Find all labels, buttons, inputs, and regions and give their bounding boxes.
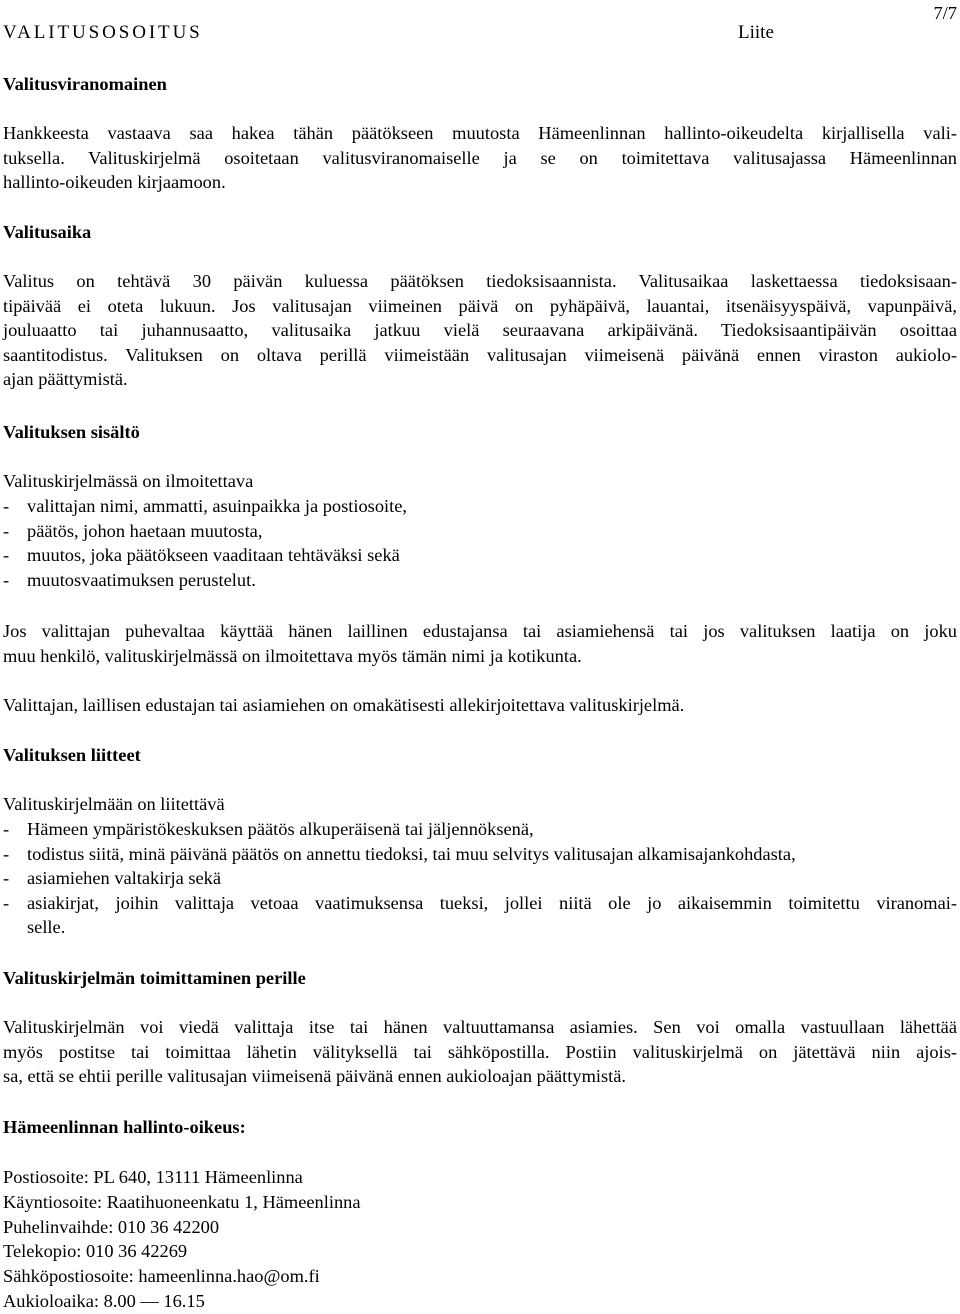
attachments-list xyxy=(3,817,957,940)
text-line: hallinto-oikeuden kirjaamoon. xyxy=(3,172,226,193)
list-item: - valittajan nimi, ammatti, asuinpaikka ja postiosoite, xyxy=(3,496,407,516)
section-heading-valituksen-liitteet: Valituksen liitteet xyxy=(3,745,141,765)
list-item: - Hämeen ympäristökeskuksen päätös alkuperäisenä tai jäljennöksenä, xyxy=(3,819,534,839)
paragraph-valitusaika xyxy=(3,269,957,392)
text-line: sa, että se ehtii perille valitusajan viimeisenä päivänä ennen aukioloajan päättymistä. xyxy=(3,1066,627,1087)
section-heading-hallinto-oikeus: Hämeenlinnan hallinto-oikeus: xyxy=(3,1117,246,1137)
paragraph-representative xyxy=(3,619,957,668)
opening-hours: Aukioloaika: 8.00 — 16.15 xyxy=(3,1290,205,1311)
text-line: tuksella. Valituskirjelmä osoitetaan valitusviranomaiselle ja se on toimitettava valitusajassa Hämeenlinnan xyxy=(3,147,957,168)
visiting-address: Käyntiosoite: Raatihuoneenkatu 1, Hämeenlinna xyxy=(3,1191,361,1212)
text-line: ajan päättymistä. xyxy=(3,369,128,390)
section-heading-valituksen-sisalto: Valituksen sisältö xyxy=(3,422,140,442)
list-item: - asiakirjat, joihin valittaja vetoaa vaatimuksensa tueksi, jollei niitä ole jo aikaisemmin toimitettu viranomai- selle. xyxy=(3,891,957,940)
text-line: Valitus on tehtävä 30 päivän kuluessa päätöksen tiedoksisaannista. Valitusaikaa laskettaessa tiedoksisaan- xyxy=(3,271,957,291)
text-line: Hankkeesta vastaava saa hakea tähän päätökseen muutosta Hämeenlinnan hallinto-oikeudelta kirjallisella vali- xyxy=(3,123,957,143)
text-line: tipäivää ei oteta lukuun. Jos valitusajan viimeinen päivä on pyhäpäivä, lauantai, itsenäisyyspäivä, vapunpäivä, xyxy=(3,295,957,316)
text-line: selle. xyxy=(27,917,66,938)
text-line: Valituskirjelmän voi viedä valittaja itse tai hänen valtuuttamansa asiamies. Sen voi omalla vastuullaan lähettää xyxy=(3,1017,957,1037)
page-header xyxy=(3,3,957,49)
paragraph-toimittaminen xyxy=(3,1015,957,1089)
text-line: saantitodistus. Valituksen on oltava perillä viimeistään valitusajan viimeisenä päivänä ennen viraston aukiolo- xyxy=(3,344,957,365)
text-line: jouluaatto tai juhannusaatto, valitusaika jatkuu vielä seuraavana arkipäivänä. Tiedoksisaantipäivän osoittaa xyxy=(3,320,957,341)
page-number: 7/7 xyxy=(933,3,957,23)
fax: Telekopio: 010 36 42269 xyxy=(3,1241,188,1262)
list-item: - muutos, joka päätökseen vaaditaan tehtäväksi sekä xyxy=(3,545,400,566)
postal-address: Postiosoite: PL 640, 13111 Hämeenlinna xyxy=(3,1167,303,1187)
text-line: myös postitse tai toimittaa lähetin välityksellä tai sähköpostilla. Postiin valituskirjelmä on jätettävä niin ajois- xyxy=(3,1041,957,1062)
phone: Puhelinvaihde: 010 36 42200 xyxy=(3,1216,220,1237)
section-heading-valitusaika: Valitusaika xyxy=(3,222,92,242)
appendix-label: Liite xyxy=(738,22,774,43)
section-heading-toimittaminen: Valituskirjelmän toimittaminen perille xyxy=(3,968,306,988)
list-item: - päätös, johon haetaan muutosta, xyxy=(3,520,263,541)
section-heading-valitusviranomainen: Valitusviranomainen xyxy=(3,74,167,94)
list-item: - asiamiehen valtakirja sekä xyxy=(3,868,222,889)
list-item: - muutosvaatimuksen perustelut. xyxy=(3,569,256,590)
list-intro: Valituskirjelmässä on ilmoitettava xyxy=(3,471,254,491)
text-line: muu henkilö, valituskirjelmässä on ilmoitettava myös tämän nimi ja kotikunta. xyxy=(3,645,582,666)
email: Sähköpostiosoite: hameenlinna.hao@om.fi xyxy=(3,1266,320,1287)
text-line: asiakirjat, joihin valittaja vetoaa vaatimuksensa tueksi, jollei niitä ole jo aikaisemmin toimitettu viranomai- xyxy=(27,892,957,913)
list-intro: Valituskirjelmään on liitettävä xyxy=(3,794,225,814)
paragraph-signature: Valittajan, laillisen edustajan tai asiamiehen on omakätisesti allekirjoitettava valituskirjelmä. xyxy=(3,695,685,715)
paragraph-valitusviranomainen xyxy=(3,121,957,195)
contact-details xyxy=(3,1165,957,1314)
document-title: VALITUSOSOITUS xyxy=(3,22,203,43)
text-line: Jos valittajan puhevaltaa käyttää hänen laillinen edustajansa tai asiamiehensä tai jos valituksen laatija on joku xyxy=(3,621,957,641)
content-list xyxy=(3,494,957,592)
list-item: - todistus siitä, minä päivänä päätös on annettu tiedoksi, tai muu selvitys valitusajan alkamisajankohdasta, xyxy=(3,843,796,864)
